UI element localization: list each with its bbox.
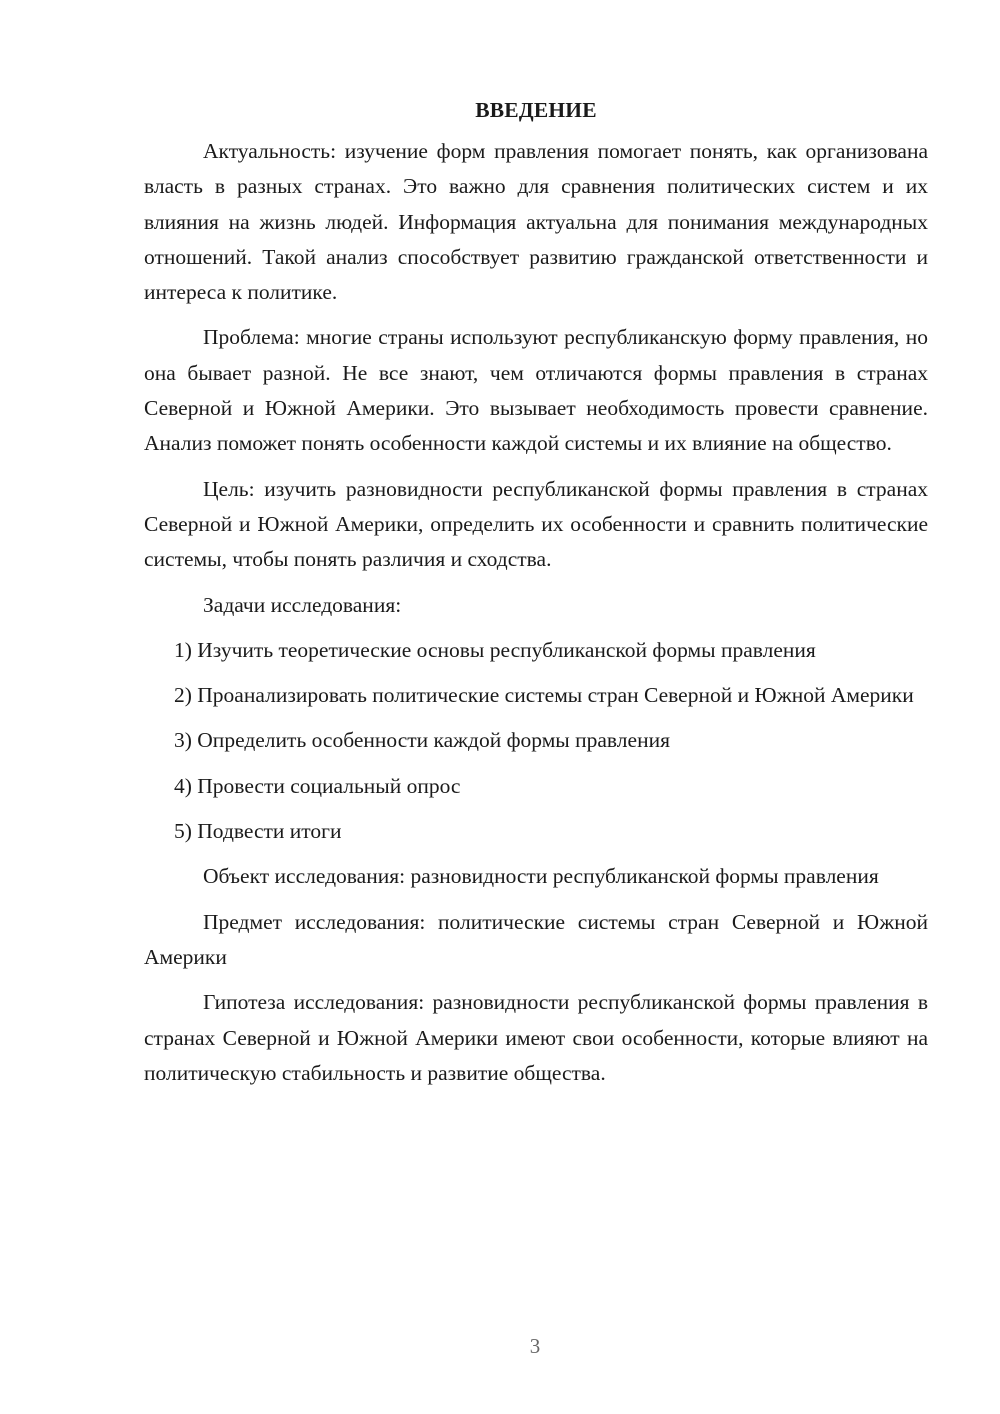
task-item-5: 5) Подвести итоги [174,819,342,844]
object-paragraph: Объект исследования: разновидности республиканской формы правления [203,864,879,889]
problem-paragraph: Проблема: многие страны используют республиканскую форму правления, но она бывает разной. Не все знают, чем отличаются формы правления в странах Северной и Южной Америки. Это вызывает необходимость провести сравнение. Анализ поможет понять особенности каждой системы и их влияние на общество. [144,325,928,456]
document-page [144,92,928,1101]
task-item-2: 2) Проанализировать политические системы стран Северной и Южной Америки [174,683,914,708]
task-item-3: 3) Определить особенности каждой формы правления [174,728,670,753]
task-item-1: 1) Изучить теоретические основы республиканской формы правления [174,637,816,662]
page-number: 3 [529,1334,541,1358]
goal-paragraph: Цель: изучить разновидности республиканской формы правления в странах Северной и Южной Америки, определить их особенности и сравнить политические системы, чтобы понять различия и сходства. [144,476,928,572]
hypothesis-paragraph: Гипотеза исследования: разновидности республиканской формы правления в странах Северной и Южной Америки имеют свои особенности, которые влияют на политическую стабильность и развитие общества. [144,990,928,1085]
tasks-heading: Задачи исследования: [203,592,402,617]
task-item-4: 4) Провести социальный опрос [174,773,461,798]
page-title: ВВЕДЕНИЕ [475,98,597,122]
subject-paragraph: Предмет исследования: политические системы стран Северной и Южной Америки [144,909,928,969]
relevance-paragraph: Актуальность: изучение форм правления помогает понять, как организована власть в разных странах. Это важно для сравнения политических систем и их влияния на жизнь людей. Информация актуальна для понимания международных отношений. Такой анализ способствует развитию гражданской ответственности и интереса к политике. [144,139,928,305]
